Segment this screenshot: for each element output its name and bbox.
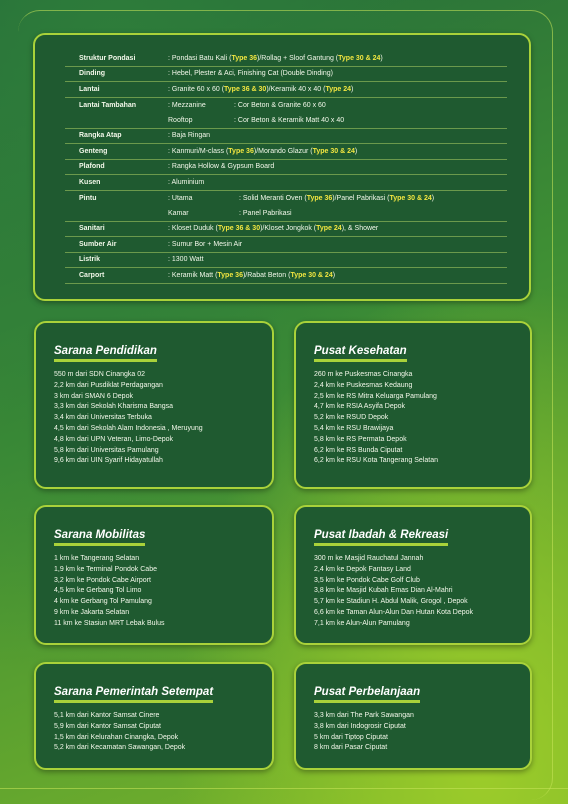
- spec-text: : Kanmuri/M-class (: [168, 147, 229, 155]
- list-item: 1,5 km dari Kelurahan Cinangka, Depok: [54, 733, 179, 741]
- spec-value: [168, 55, 507, 62]
- spec-text: ): [380, 54, 383, 62]
- card-title: Pusat Kesehatan: [314, 345, 407, 362]
- spec-sublabel: : Utama: [168, 194, 193, 202]
- spec-value: [168, 102, 507, 109]
- spec-value: [168, 70, 507, 77]
- spec-text: )/Keramik 40 x 40 (: [266, 85, 326, 93]
- card-list: [314, 554, 520, 630]
- list-item: 4,8 km dari UPN Veteran, Limo-Depok: [54, 435, 174, 443]
- spec-row: [65, 237, 507, 253]
- spec-label: Dinding: [79, 70, 106, 78]
- spec-sublabel: Rooftop: [168, 116, 193, 124]
- spec-label: Sanitari: [79, 225, 105, 233]
- list-item: 5,4 km ke RSU Brawijaya: [314, 424, 394, 432]
- list-item: 4,5 km ke Gerbang Tol Limo: [54, 587, 142, 595]
- list-item: 5,8 km ke RS Permata Depok: [314, 435, 407, 443]
- list-item: 5,1 km dari Kantor Samsat Cinere: [54, 712, 160, 719]
- list-item: 2,2 km dari Pusdiklat Perdagangan: [54, 381, 163, 389]
- spec-text: )/Morando Glazur (: [253, 147, 313, 155]
- spec-value: [168, 195, 507, 202]
- spec-value: [168, 132, 507, 139]
- list-item: 5,9 km dari Kantor Samsat Ciputat: [54, 722, 161, 730]
- list-item: 1,9 km ke Terminal Pondok Cabe: [54, 565, 157, 573]
- list-item: 3,5 km ke Pondok Cabe Golf Club: [314, 576, 420, 584]
- spec-row: [65, 98, 507, 114]
- list-item: 2,4 km ke Depok Fantasy Land: [314, 565, 411, 573]
- spec-label: Lantai: [79, 85, 100, 93]
- spec-value: [168, 225, 507, 232]
- list-item: 3,4 km dari Universitas Terbuka: [54, 414, 152, 422]
- spec-text: : Kloset Duduk (: [168, 225, 218, 233]
- spec-value: [168, 163, 507, 170]
- card-list: [54, 711, 262, 754]
- spec-text: )/Rabat Beton (: [242, 271, 291, 279]
- spec-label: Genteng: [79, 147, 108, 155]
- card-title: Pusat Ibadah & Rekreasi: [314, 529, 448, 546]
- spec-value: [168, 241, 507, 248]
- spec-row: [65, 144, 507, 160]
- card-sarana-mobilitas: [34, 505, 274, 645]
- spec-text: ): [332, 271, 336, 279]
- spec-row: [65, 82, 507, 98]
- spec-label: Lantai Tambahan: [79, 101, 137, 109]
- card-list: [314, 711, 520, 754]
- list-item: 9,6 km dari UIN Syarif Hidayatullah: [54, 457, 163, 465]
- list-item: 5,2 km ke RSUD Depok: [314, 414, 389, 422]
- type-highlight: Type 24: [316, 225, 342, 233]
- list-item: 1 km ke Tangerang Selatan: [54, 555, 140, 562]
- list-item: 4,5 km dari Sekolah Alam Indonesia , Meruyung: [54, 424, 203, 432]
- spec-text: : 1300 Watt: [168, 256, 204, 264]
- type-highlight: Type 30 & 24: [338, 54, 381, 62]
- spec-row: [65, 129, 507, 145]
- spec-sublabel: : Mezzanine: [168, 101, 206, 109]
- list-item: 300 m ke Masjid Rauchatul Jannah: [314, 555, 424, 562]
- spec-row: [65, 175, 507, 191]
- spec-value: [168, 272, 507, 279]
- list-item: 3,3 km dari The Park Sawangan: [314, 712, 414, 719]
- spec-value: [168, 148, 507, 155]
- spec-text: : Pondasi Batu Kali (: [168, 54, 232, 62]
- spec-label: Pintu: [79, 194, 97, 202]
- list-item: 5,2 km dari Kecamatan Sawangan, Depok: [54, 744, 186, 752]
- list-item: 8 km dari Pasar Ciputat: [314, 744, 388, 752]
- card-pusat-perbelanjaan: [294, 662, 532, 770]
- spec-text: )/Panel Pabrikasi (: [332, 194, 390, 202]
- spec-label: Struktur Pondasi: [79, 54, 136, 62]
- card-title: Sarana Pemerintah Setempat: [54, 686, 213, 703]
- specification-table: [33, 33, 531, 301]
- type-highlight: Type 36 & 30: [217, 225, 261, 233]
- card-title: Sarana Mobilitas: [54, 529, 145, 546]
- spec-value: [168, 210, 507, 217]
- spec-text: : Baja Ringan: [168, 132, 211, 140]
- card-title: Pusat Perbelanjaan: [314, 686, 420, 703]
- spec-text: : Keramik Matt (: [168, 271, 218, 279]
- list-item: 6,2 km ke RSU Kota Tangerang Selatan: [314, 457, 439, 465]
- list-item: 2,5 km ke RS Mitra Keluarga Pamulang: [314, 392, 437, 400]
- type-highlight: Type 36: [306, 194, 333, 202]
- card-sarana-pendidikan: [34, 321, 274, 489]
- spec-label: Listrik: [79, 256, 101, 264]
- spec-text: : Hebel, Plester & Aci, Finishing Cat (Double Dinding): [168, 70, 333, 78]
- list-item: 11 km ke Stasiun MRT Lebak Bulus: [54, 619, 165, 627]
- spec-row: [65, 222, 507, 238]
- spec-sublabel: Kamar: [168, 209, 189, 217]
- spec-row: [65, 51, 507, 67]
- list-item: 3,2 km ke Pondok Cabe Airport: [54, 576, 151, 584]
- spec-text: )/Kloset Jongkok (: [260, 225, 317, 233]
- list-item: 7,1 km ke Alun-Alun Pamulang: [314, 619, 410, 627]
- spec-text: : Granite 60 x 60 (: [168, 85, 225, 93]
- list-item: 3 km dari SMAN 6 Depok: [54, 392, 133, 400]
- spec-text: ), & Shower: [341, 225, 379, 233]
- spec-text: ): [351, 85, 354, 93]
- list-item: 9 km ke Jakarta Selatan: [54, 608, 130, 616]
- spec-value: [168, 86, 507, 93]
- spec-text: : Aluminium: [168, 178, 205, 186]
- spec-value: [168, 117, 507, 124]
- spec-row: [65, 253, 507, 269]
- spec-text: : Panel Pabrikasi: [239, 209, 292, 217]
- type-highlight: Type 24: [325, 85, 352, 93]
- list-item: 4 km ke Gerbang Tol Pamulang: [54, 598, 152, 606]
- spec-label: Plafond: [79, 163, 105, 171]
- decorative-bottom-line: [0, 788, 568, 789]
- spec-label: Carport: [79, 271, 105, 279]
- list-item: 550 m dari SDN Cinangka 02: [54, 371, 146, 378]
- type-highlight: Type 30 & 24: [312, 147, 355, 155]
- spec-text: : Rangka Hollow & Gypsum Board: [168, 163, 275, 171]
- card-title: Sarana Pendidikan: [54, 345, 157, 362]
- spec-value: [168, 256, 507, 263]
- spec-row: [65, 268, 507, 284]
- spec-text: )/Rollag + Sloof Gantung (: [257, 54, 339, 62]
- list-item: 2,4 km ke Puskesmas Kedaung: [314, 381, 413, 389]
- spec-text: : Cor Beton & Keramik Matt 40 x 40: [234, 116, 345, 124]
- type-highlight: Type 36: [231, 54, 257, 62]
- list-item: 6,6 km ke Taman Alun-Alun Dan Hutan Kota Depok: [314, 608, 474, 616]
- list-item: 5,8 km dari Universitas Pamulang: [54, 446, 159, 454]
- list-item: 3,8 km ke Masjid Kubah Emas Dian Al-Mahri: [314, 587, 453, 595]
- spec-label: Kusen: [79, 178, 101, 186]
- card-list: [314, 370, 520, 467]
- card-list: [54, 370, 262, 467]
- list-item: 260 m ke Puskesmas Cinangka: [314, 371, 413, 378]
- spec-text: ): [354, 147, 358, 155]
- type-highlight: Type 30 & 24: [290, 271, 333, 279]
- type-highlight: Type 36: [228, 147, 254, 155]
- list-item: 3,3 km dari Sekolah Kharisma Bangsa: [54, 403, 174, 411]
- spec-row: [65, 113, 507, 129]
- spec-text: : Cor Beton & Granite 60 x 60: [234, 101, 326, 109]
- card-sarana-pemerintah: [34, 662, 274, 770]
- list-item: 5,7 km ke Stadiun H. Abdul Malik, Grogol , Depok: [314, 598, 468, 606]
- spec-row: [65, 206, 507, 222]
- spec-label: Sumber Air: [79, 240, 117, 248]
- type-highlight: Type 36: [217, 271, 243, 279]
- spec-text: : Solid Meranti Oven (: [239, 194, 307, 202]
- spec-text: ): [431, 194, 435, 202]
- spec-row: [65, 191, 507, 207]
- type-highlight: Type 36 & 30: [224, 85, 267, 93]
- spec-row: [65, 160, 507, 176]
- spec-label: Rangka Atap: [79, 132, 122, 140]
- card-pusat-kesehatan: [294, 321, 532, 489]
- list-item: 4,7 km ke RSIA Asyifa Depok: [314, 403, 406, 411]
- spec-text: : Sumur Bor + Mesin Air: [168, 240, 243, 248]
- list-item: 6,2 km ke RS Bunda Ciputat: [314, 446, 403, 454]
- type-highlight: Type 30 & 24: [389, 194, 432, 202]
- spec-row: [65, 67, 507, 83]
- card-list: [54, 554, 262, 630]
- card-pusat-ibadah-rekreasi: [294, 505, 532, 645]
- list-item: 5 km dari Tiptop Ciputat: [314, 733, 388, 741]
- list-item: 3,8 km dari Indogrosir Ciputat: [314, 722, 406, 730]
- spec-value: [168, 179, 507, 186]
